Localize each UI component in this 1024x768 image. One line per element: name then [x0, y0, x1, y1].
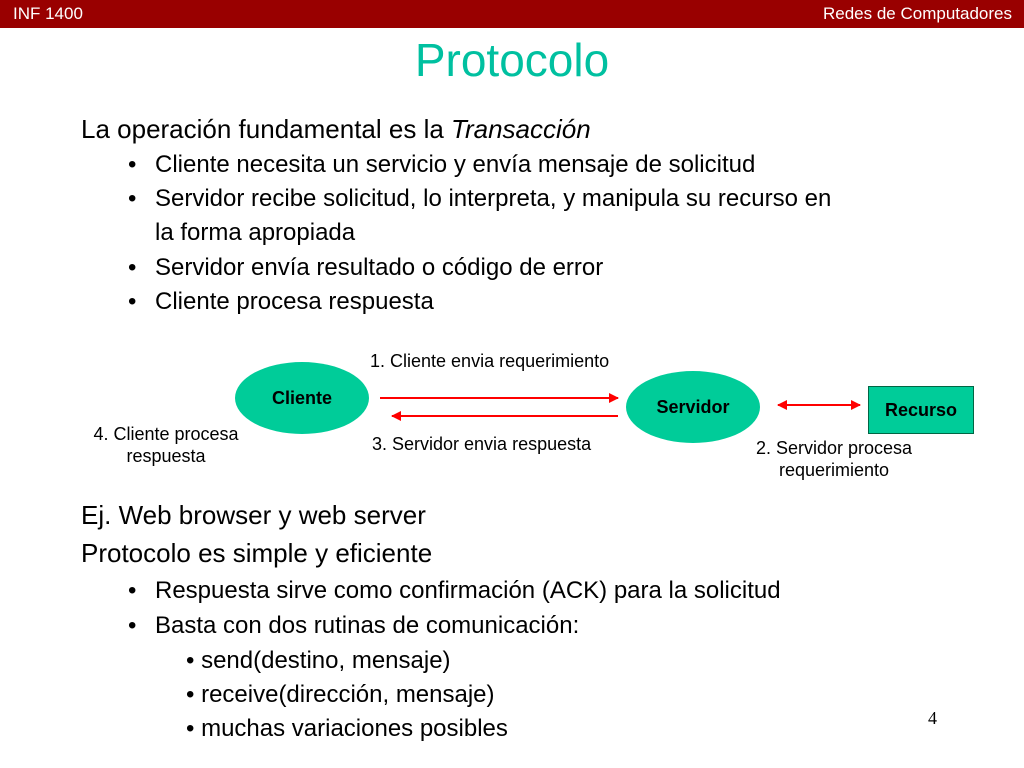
- bullet-dot: •: [128, 151, 137, 178]
- step4-line1: 4. Cliente procesa: [93, 424, 239, 444]
- slide-title: Protocolo: [414, 34, 610, 86]
- bullet-dot: •: [128, 577, 137, 604]
- step1-label: 1. Cliente envia requerimiento: [370, 351, 610, 371]
- course-code: INF 1400: [13, 4, 83, 23]
- bullet-item: Respuesta sirve como confirmación (ACK) para la solicitud: [155, 577, 781, 604]
- step2-line2: requerimiento: [778, 460, 890, 480]
- sub-bullet-item: • send(destino, mensaje): [186, 647, 451, 674]
- recurso-node: [868, 386, 974, 434]
- bullet-item: Servidor recibe solicitud, lo interpreta, y manipula su recurso en: [155, 185, 832, 212]
- page-number: 4: [928, 708, 937, 728]
- example-line: Ej. Web browser y web server: [81, 500, 426, 530]
- step3-label: 3. Servidor envia respuesta: [372, 434, 592, 454]
- bullet-dot: •: [128, 185, 137, 212]
- bullet-item: Basta con dos rutinas de comunicación:: [155, 612, 580, 639]
- step2-line1: 2. Servidor procesa: [755, 438, 913, 458]
- bullet-item: Cliente procesa respuesta: [155, 288, 434, 315]
- bullet-item: Cliente necesita un servicio y envía mensaje de solicitud: [155, 151, 756, 178]
- sub-bullet-item: • receive(dirección, mensaje): [186, 681, 495, 708]
- course-subject: Redes de Computadores: [822, 4, 1012, 23]
- step4-line2: respuesta: [126, 446, 206, 466]
- step4-label: [66, 423, 266, 467]
- sub-bullet-item: • muchas variaciones posibles: [186, 715, 508, 742]
- recurso-label: Recurso: [884, 399, 958, 420]
- step2-label: [734, 437, 934, 481]
- cliente-label: Cliente: [271, 387, 332, 408]
- bullet-item: Servidor envía resultado o código de error: [155, 254, 604, 281]
- protocol-line: Protocolo es simple y eficiente: [81, 538, 433, 568]
- intro-emphasis: Transacción: [451, 114, 591, 144]
- bullet-dot: •: [128, 288, 137, 315]
- bullet-dot: •: [128, 254, 137, 281]
- servidor-label: Servidor: [656, 396, 730, 417]
- bullet-dot: •: [128, 612, 137, 639]
- intro-text: La operación fundamental es la: [81, 114, 452, 144]
- bullet-item-continuation: la forma apropiada: [155, 219, 356, 246]
- servidor-node: [626, 371, 760, 443]
